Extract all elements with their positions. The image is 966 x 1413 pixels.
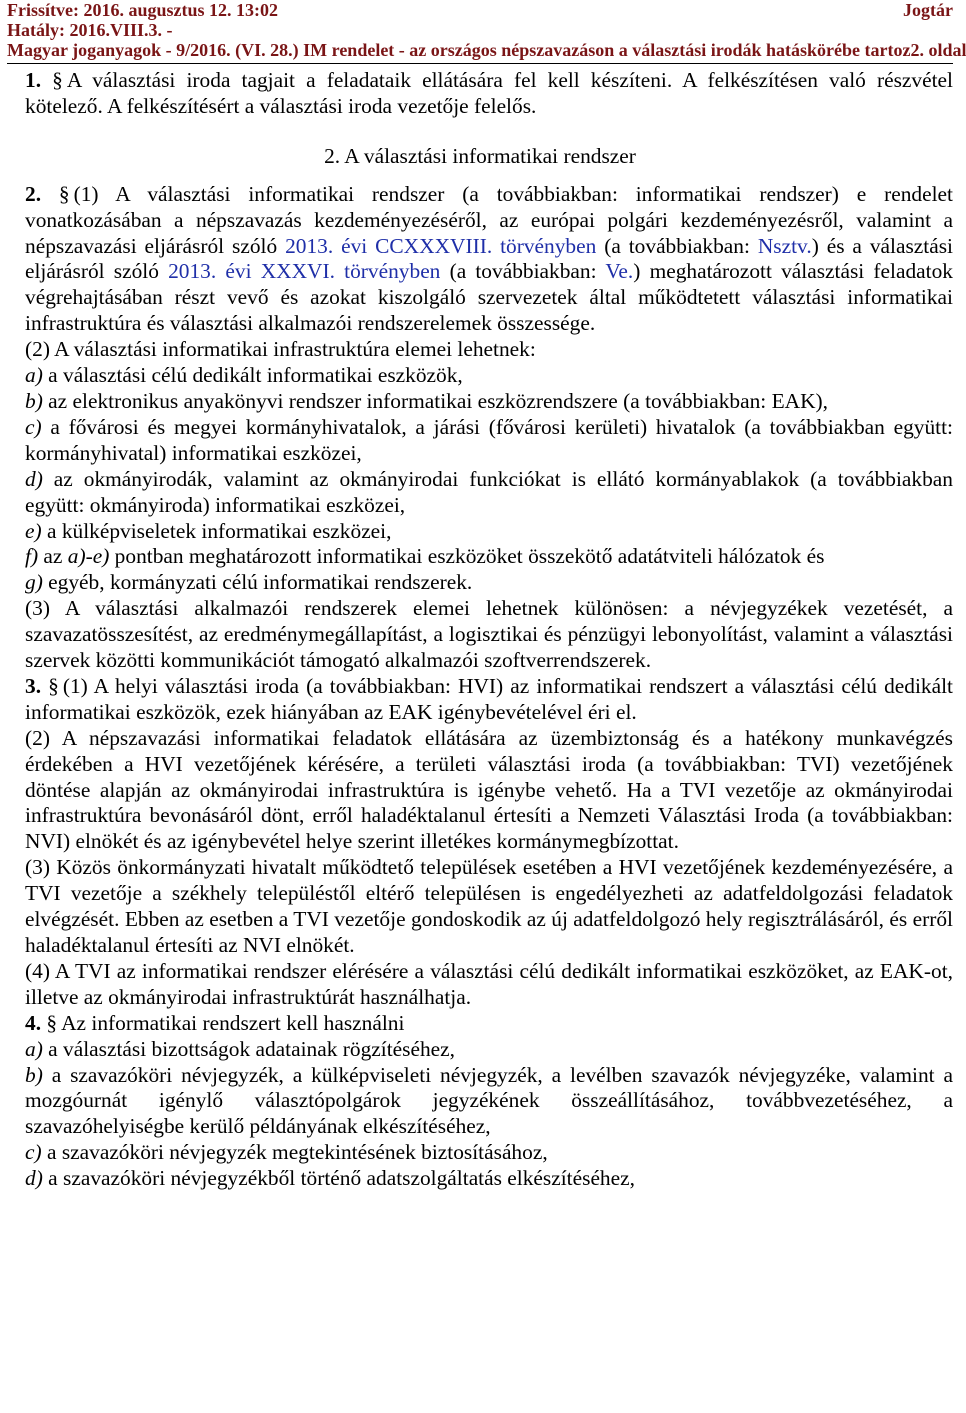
- chapter-title: 2. A választási informatikai rendszer: [324, 143, 636, 168]
- page-number: 2. oldal: [910, 40, 966, 60]
- list-item: a) a választási célú dedikált informatikai eszközök,: [25, 363, 463, 388]
- section-3-paragraph-2: (2) A népszavazási informatikai feladatok ellátására az üzembiztonság és a hatékony munkavégzés érdekében a HVI vezetőjének kérésére, a területi választási iroda (a továbbiakban: TVI) vezetőjének döntése alapján az okmányirodai infrastruktúra is igénybe vehető. Ha a TVI vezetője az okmányirodai infrastruktúra bevonásáról dönt, erről haladéktalanul értesíti a Nemzeti Választási Iroda (a továbbiakban: NVI) elnökét és az igénybevétel helye szerint illetékes kormánymegbízottat.: [25, 725, 953, 854]
- section-3-paragraph-3: (3) Közös önkormányzati hivatalt működtető települések esetében a HVI vezetőjének kezdeményezésére, a TVI vezetője a székhely településtől eltérő településen is engedélyezheti az adatfeldolgozási feladatok elvégzését. Ebben az esetben a TVI vezetője gondoskodik az új adatfeldolgozó hely regisztrálásáról, és erről haladéktalanul értesíti az NVI elnökét.: [25, 855, 953, 957]
- section-2-paragraph-1: 2. § (1) A választási informatikai rendszer (a továbbiakban: informatikai rendszer) e rendelet vonatkozásában a népszavazás kezdeményezéséről, az európai polgári kezdeményezésről, valamint a népszavazási eljárásról szóló 2013. évi CCXXXVIII. törvényben (a továbbiakban: Nsztv.) és a választási eljárásról szóló 2013. évi XXXVI. törvényben (a továbbiakban: Ve.) meghatározott választási feladatok végrehajtásában részt vevő és azokat kiszolgáló szervezetek által működtetett választási informatikai infrastruktúra és választási alkalmazói rendszerelemek összessége.: [25, 181, 954, 336]
- abbr-link-nsztv[interactable]: Nsztv.: [757, 233, 812, 258]
- paragraph-sign-icon: §: [52, 68, 63, 92]
- list-item: e) a külképviseletek informatikai eszközei,: [25, 518, 392, 543]
- section-number: 4.: [25, 1010, 42, 1035]
- section-number: 3.: [25, 673, 42, 698]
- section-3-paragraph-4: (4) A TVI az informatikai rendszer elérésére a választási célú dedikált informatikai eszközöket, az EAK-ot, illetve az okmányirodai infrastruktúrát használhatja.: [25, 958, 953, 1009]
- section-4: 4. § Az informatikai rendszert kell használni: [25, 1010, 405, 1035]
- list-item: c) a fővárosi és megyei kormányhivatalok, a járási (fővárosi kerületi) hivatalok (a továbbiakban együtt: kormányhivatal) informatikai eszközei,: [25, 414, 953, 465]
- section-2-paragraph-2: (2) A választási informatikai infrastruktúra elemei lehetnek:: [25, 337, 536, 362]
- paragraph-sign-icon: §: [58, 181, 70, 206]
- paragraph-sign-icon: §: [48, 673, 59, 698]
- abbr-link-ve[interactable]: Ve.: [605, 259, 634, 284]
- effective-date: Hatály: 2016.VIII.3. -: [7, 20, 173, 40]
- list-item: g) egyéb, kormányzati célú informatikai rendszerek.: [25, 570, 473, 595]
- list-item: f) az a)-e) pontban meghatározott informatikai eszközöket összekötő adatátviteli hálózatok és: [25, 544, 825, 569]
- list-item: d) az okmányirodák, valamint az okmányirodai funkciókat is ellátó kormányablakok (a továbbiakban együtt: okmányiroda) informatikai eszközei,: [25, 466, 953, 517]
- document-body: [7, 68, 953, 1192]
- law-link-nsztv[interactable]: 2013. évi CCXXXVIII. törvényben: [285, 233, 597, 258]
- paragraph-sign-icon: §: [46, 1010, 58, 1035]
- header-divider: [7, 63, 953, 64]
- section-text: A választási iroda tagjait a feladataik ellátására fel kell készíteni. A felkészítésen való részvétel kötelező. A felkészítésért a választási iroda vezetője felelős.: [25, 68, 953, 118]
- section-number: 1.: [25, 68, 42, 92]
- brand-name: Jogtár: [903, 0, 953, 20]
- update-date: Frissítve: 2016. augusztus 12. 13:02: [7, 0, 278, 20]
- section-2-paragraph-3: (3) A választási alkalmazói rendszerek elemei lehetnek különösen: a névjegyzékek vezetését, a szavazatösszesítést, az eredménymegállapítást, a logisztikai és pénzügyi lebonyolítást, valamint a választási szervek közötti kommunikációt támogató alkalmazói szoftverrendszerek.: [25, 596, 953, 673]
- list-item: b) a szavazóköri névjegyzék, a külképviseleti névjegyzék, a levélben szavazók névjegyzéke, valamint a mozgóurnát igénylő választópolgárok jegyzékének összeállításához, továbbvezetéséhez, a szavazóhelyiségbe kerülő példányának elkészítéséhez,: [25, 1062, 953, 1139]
- section-number: 2.: [25, 181, 42, 206]
- law-link-ve[interactable]: 2013. évi XXXVI. törvényben: [168, 259, 441, 284]
- list-item: c) a szavazóköri névjegyzék megtekintésének biztosításához,: [25, 1140, 548, 1165]
- section-1: [7, 68, 953, 120]
- list-item: a) a választási bizottságok adatainak rögzítéséhez,: [25, 1036, 456, 1061]
- list-item: d) a szavazóköri névjegyzékből történő adatszolgáltatás elkészítéséhez,: [25, 1166, 635, 1191]
- document-title: Magyar joganyagok - 9/2016. (VI. 28.) IM rendelet - az országos népszavazáson a választási irodák hatáskörébe tartoz: [7, 40, 911, 60]
- section-3-paragraph-1: 3. § (1) A helyi választási iroda (a továbbiakban: HVI) az informatikai rendszert a választási célú dedikált informatikai eszközök, ezek hiányában az EAK igénybevételével éri el.: [25, 673, 953, 724]
- list-item: b) az elektronikus anyakönyvi rendszer informatikai eszközrendszere (a továbbiakban: EAK),: [25, 388, 829, 413]
- page-header: [7, 0, 966, 60]
